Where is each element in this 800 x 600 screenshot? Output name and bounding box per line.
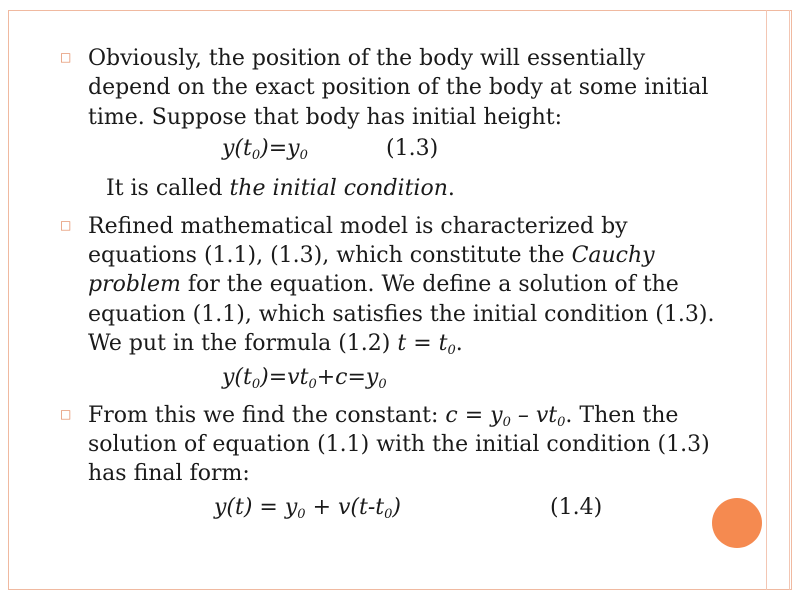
equation-expression: $y(t) = y_0 + v(t-t_0)$: [214, 494, 401, 522]
equation-1-3: [60, 132, 720, 166]
equation-expression: $y(t_0)=y_0$: [222, 136, 308, 164]
slide-side-strip: [766, 10, 790, 590]
equation-number: (1.4): [550, 494, 603, 520]
bullet-icon: [60, 218, 71, 232]
bullet-paragraph-1: [60, 44, 720, 132]
slide-content: [60, 44, 720, 523]
bullet-icon: [60, 407, 71, 421]
emphasis-text: Cauchy problem: [88, 243, 655, 298]
equation-substitution: [60, 359, 720, 393]
equation-expression: $y(t_0)=vt_0+c=y_0$: [222, 364, 387, 392]
paragraph-text: Obviously, the position of the body will essentially depend on the exact position of the body at some initial time. Suppose that body has initial height:: [88, 46, 709, 130]
equation-number: (1.3): [386, 136, 439, 162]
paragraph-initial-condition: It is called the initial condition.: [106, 176, 455, 202]
bullet-icon: [60, 50, 71, 64]
bullet-paragraph-3: □ From this we find the constant: $c = y_0 - vt_0$. Then the solution of equation (1.1) with the initial condition (1.3) has final form:: [60, 401, 720, 489]
emphasis-text: the initial condition: [229, 176, 448, 202]
bullet-paragraph-2: □ Refined mathematical model is characterized by equations (1.1), (1.3), which constitute the Cauchy problem for the equation. We define a solution of the equation (1.1), which satisfies the initial condition (1.3). We put in the formula (1.2) $t = t_0$.: [60, 212, 720, 359]
equation-1-4: [60, 489, 720, 523]
